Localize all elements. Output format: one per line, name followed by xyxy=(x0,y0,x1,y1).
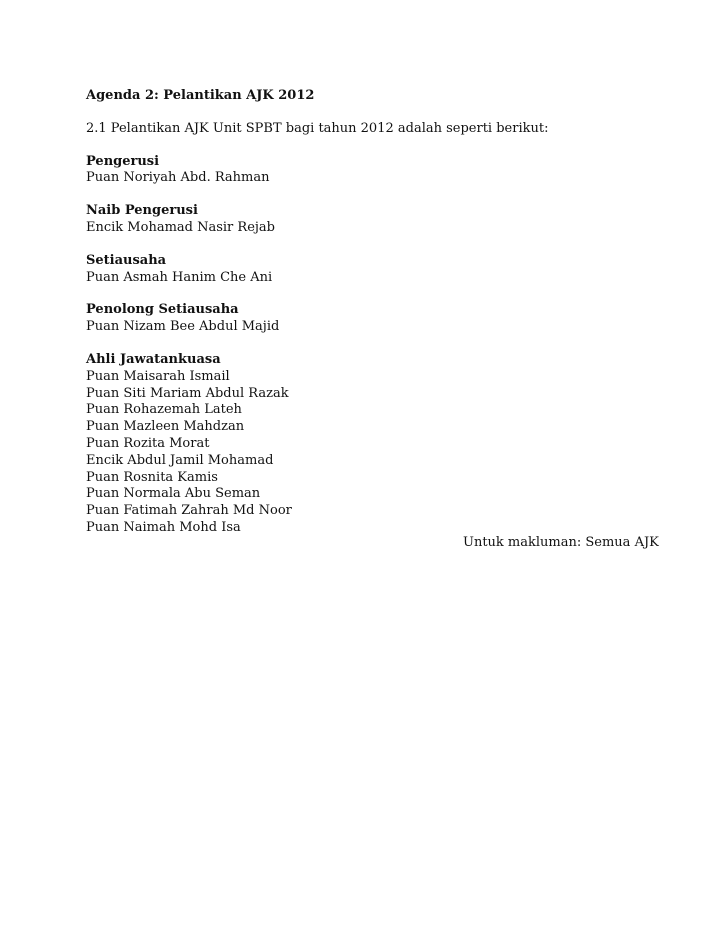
position-committee-members xyxy=(86,352,646,537)
position-chairman xyxy=(86,154,646,188)
distribution-note: Untuk makluman: Semua AJK xyxy=(463,535,659,550)
list-item: Puan Naimah Mohd Isa xyxy=(86,519,241,535)
member-name: Encik Mohamad Nasir Rejab xyxy=(86,219,275,235)
member-name: Puan Asmah Hanim Che Ani xyxy=(86,269,273,285)
list-item: Puan Rosnita Kamis xyxy=(86,469,218,485)
member-name: Puan Noriyah Abd. Rahman xyxy=(86,170,270,186)
list-item: Puan Siti Mariam Abdul Razak xyxy=(86,385,289,401)
role-label: Penolong Setiausaha xyxy=(86,302,239,318)
list-item: Puan Fatimah Zahrah Md Noor xyxy=(86,503,292,519)
agenda-intro: 2.1 Pelantikan AJK Unit SPBT bagi tahun 2012 adalah seperti berikut: xyxy=(86,120,549,136)
role-label: Pengerusi xyxy=(86,153,160,169)
list-item: Puan Rohazemah Lateh xyxy=(86,402,242,418)
role-label: Naib Pengerusi xyxy=(86,203,198,219)
list-item: Puan Mazleen Mahdzan xyxy=(86,419,245,435)
role-label: Ahli Jawatankuasa xyxy=(86,351,221,367)
position-secretary xyxy=(86,253,646,287)
list-item: Puan Normala Abu Seman xyxy=(86,486,261,502)
list-item: Puan Maisarah Ismail xyxy=(86,368,230,384)
committee-member-list xyxy=(86,369,646,537)
list-item: Puan Rozita Morat xyxy=(86,435,210,451)
list-item: Encik Abdul Jamil Mohamad xyxy=(86,452,274,468)
agenda-title: Agenda 2: Pelantikan AJK 2012 xyxy=(86,88,315,103)
document-body xyxy=(86,88,646,553)
role-label: Setiausaha xyxy=(86,252,167,268)
position-vice-chairman xyxy=(86,203,646,237)
member-name: Puan Nizam Bee Abdul Majid xyxy=(86,319,280,335)
position-assistant-secretary xyxy=(86,302,646,336)
